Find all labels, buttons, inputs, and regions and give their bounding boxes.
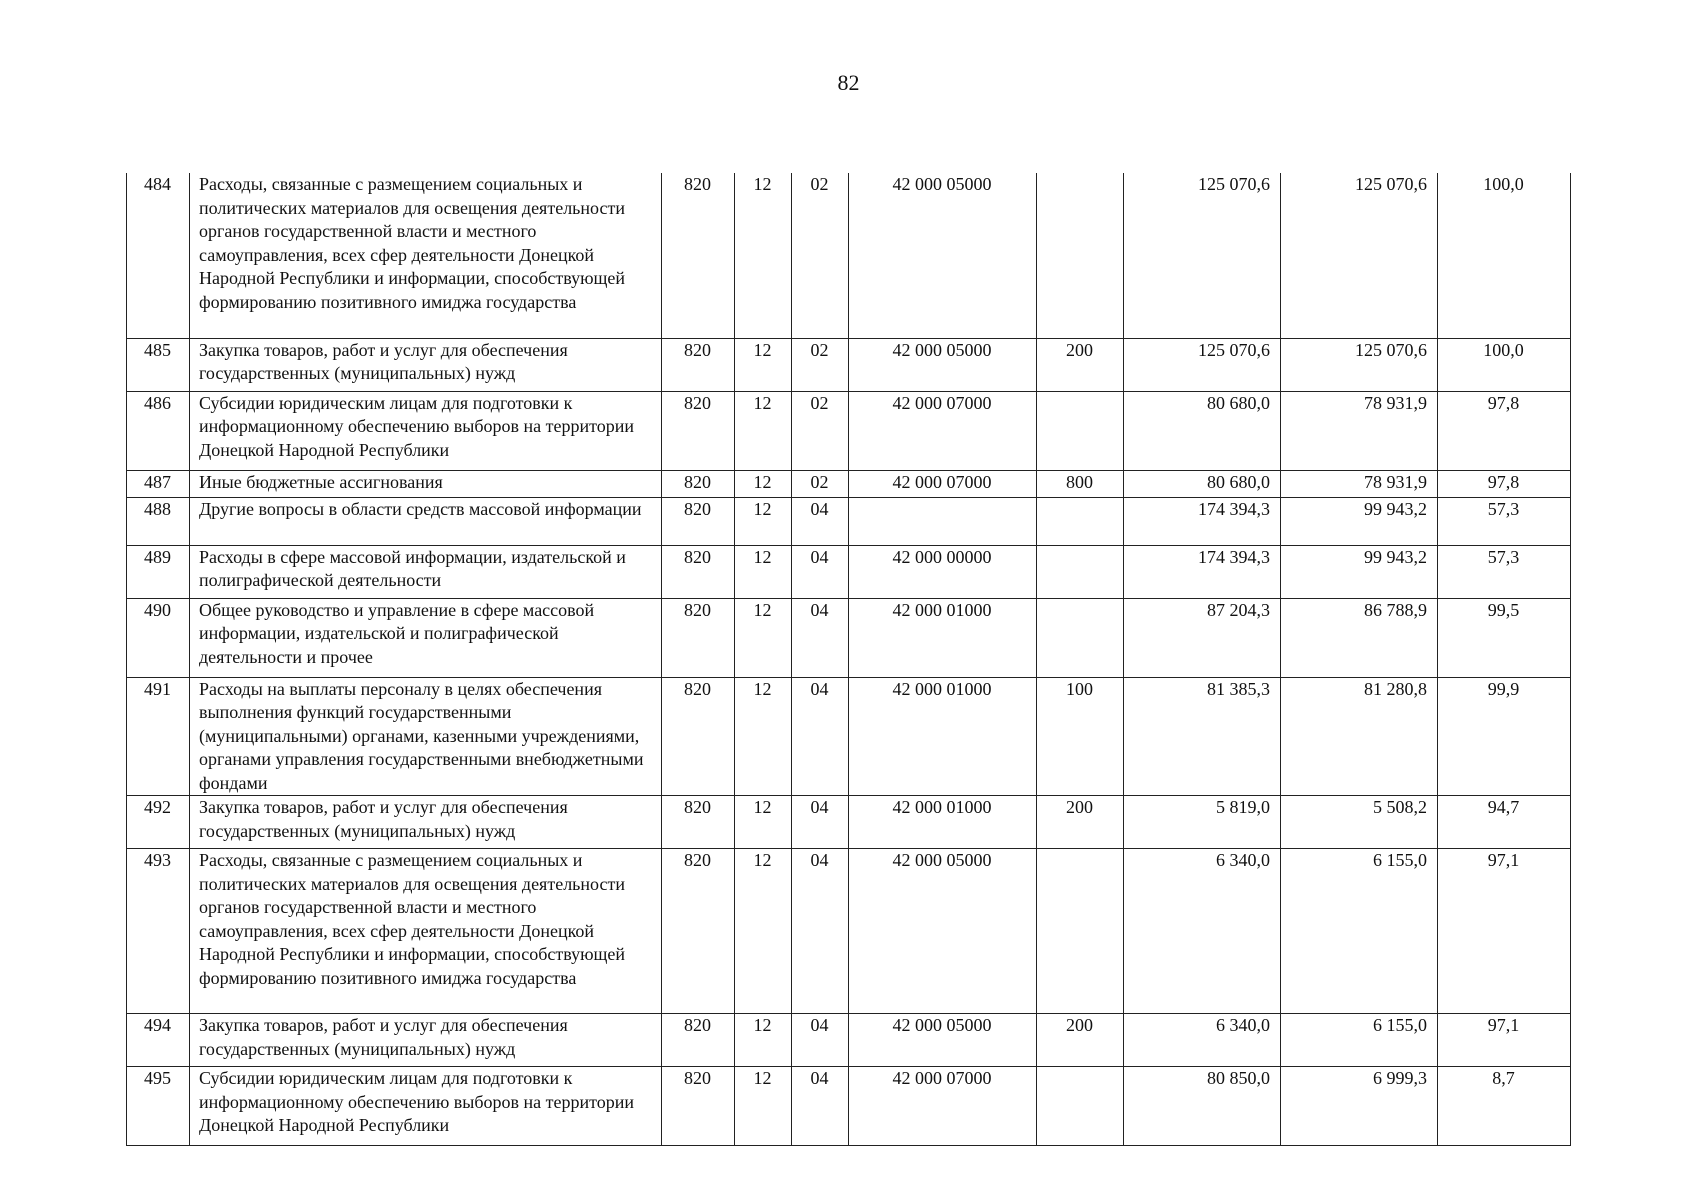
expense-type-code bbox=[1037, 849, 1124, 1014]
section-code: 12 bbox=[735, 173, 792, 338]
execution-percent: 99,9 bbox=[1438, 677, 1571, 796]
expense-name: Расходы на выплаты персоналу в целях обеспечения выполнения функций государственными (муниципальными) органами, казенными учреждениями, органами управления государственными внебюджетными фондами bbox=[190, 677, 662, 796]
target-article-code: 42 000 01000 bbox=[849, 598, 1037, 677]
actual-amount: 99 943,2 bbox=[1281, 497, 1438, 545]
target-article-code bbox=[849, 497, 1037, 545]
execution-percent: 100,0 bbox=[1438, 173, 1571, 338]
subsection-code: 04 bbox=[792, 598, 849, 677]
section-code: 12 bbox=[735, 677, 792, 796]
ved-code: 820 bbox=[662, 1067, 735, 1146]
expense-name: Другие вопросы в области средств массовой информации bbox=[190, 497, 662, 545]
execution-percent: 57,3 bbox=[1438, 497, 1571, 545]
target-article-code: 42 000 00000 bbox=[849, 545, 1037, 598]
subsection-code: 04 bbox=[792, 796, 849, 849]
actual-amount: 78 931,9 bbox=[1281, 391, 1438, 470]
table-row bbox=[127, 1014, 1571, 1067]
section-code: 12 bbox=[735, 497, 792, 545]
table-row bbox=[127, 470, 1571, 497]
planned-amount: 6 340,0 bbox=[1124, 1014, 1281, 1067]
expense-name: Расходы в сфере массовой информации, издательской и полиграфической деятельности bbox=[190, 545, 662, 598]
planned-amount: 81 385,3 bbox=[1124, 677, 1281, 796]
table-row bbox=[127, 849, 1571, 1014]
target-article-code: 42 000 05000 bbox=[849, 1014, 1037, 1067]
table-row bbox=[127, 1067, 1571, 1146]
table-row bbox=[127, 497, 1571, 545]
planned-amount: 125 070,6 bbox=[1124, 338, 1281, 391]
actual-amount: 78 931,9 bbox=[1281, 470, 1438, 497]
ved-code: 820 bbox=[662, 497, 735, 545]
expense-type-code: 200 bbox=[1037, 1014, 1124, 1067]
actual-amount: 6 155,0 bbox=[1281, 849, 1438, 1014]
table-row bbox=[127, 677, 1571, 796]
target-article-code: 42 000 05000 bbox=[849, 173, 1037, 338]
expense-name: Закупка товаров, работ и услуг для обеспечения государственных (муниципальных) нужд bbox=[190, 1014, 662, 1067]
execution-percent: 97,1 bbox=[1438, 1014, 1571, 1067]
subsection-code: 04 bbox=[792, 497, 849, 545]
actual-amount: 125 070,6 bbox=[1281, 173, 1438, 338]
table-row bbox=[127, 598, 1571, 677]
row-number: 486 bbox=[127, 391, 190, 470]
section-code: 12 bbox=[735, 796, 792, 849]
subsection-code: 02 bbox=[792, 470, 849, 497]
ved-code: 820 bbox=[662, 470, 735, 497]
actual-amount: 6 999,3 bbox=[1281, 1067, 1438, 1146]
table-row bbox=[127, 338, 1571, 391]
expense-type-code bbox=[1037, 391, 1124, 470]
ved-code: 820 bbox=[662, 391, 735, 470]
target-article-code: 42 000 07000 bbox=[849, 391, 1037, 470]
expense-type-code: 200 bbox=[1037, 338, 1124, 391]
execution-percent: 100,0 bbox=[1438, 338, 1571, 391]
row-number: 495 bbox=[127, 1067, 190, 1146]
section-code: 12 bbox=[735, 545, 792, 598]
subsection-code: 02 bbox=[792, 338, 849, 391]
execution-percent: 8,7 bbox=[1438, 1067, 1571, 1146]
expense-type-code bbox=[1037, 545, 1124, 598]
row-number: 492 bbox=[127, 796, 190, 849]
subsection-code: 04 bbox=[792, 1014, 849, 1067]
expense-name: Общее руководство и управление в сфере массовой информации, издательской и полиграфической деятельности и прочее bbox=[190, 598, 662, 677]
row-number: 488 bbox=[127, 497, 190, 545]
execution-percent: 97,1 bbox=[1438, 849, 1571, 1014]
section-code: 12 bbox=[735, 1014, 792, 1067]
expense-type-code bbox=[1037, 1067, 1124, 1146]
target-article-code: 42 000 05000 bbox=[849, 849, 1037, 1014]
expense-name: Субсидии юридическим лицам для подготовки к информационному обеспечению выборов на территории Донецкой Народной Республики bbox=[190, 1067, 662, 1146]
subsection-code: 04 bbox=[792, 849, 849, 1014]
page-number: 82 bbox=[837, 70, 860, 95]
actual-amount: 5 508,2 bbox=[1281, 796, 1438, 849]
row-number: 487 bbox=[127, 470, 190, 497]
actual-amount: 99 943,2 bbox=[1281, 545, 1438, 598]
expense-type-code: 100 bbox=[1037, 677, 1124, 796]
planned-amount: 80 680,0 bbox=[1124, 470, 1281, 497]
row-number: 484 bbox=[127, 173, 190, 338]
actual-amount: 81 280,8 bbox=[1281, 677, 1438, 796]
actual-amount: 6 155,0 bbox=[1281, 1014, 1438, 1067]
subsection-code: 04 bbox=[792, 1067, 849, 1146]
planned-amount: 174 394,3 bbox=[1124, 497, 1281, 545]
planned-amount: 6 340,0 bbox=[1124, 849, 1281, 1014]
ved-code: 820 bbox=[662, 338, 735, 391]
table-row bbox=[127, 545, 1571, 598]
section-code: 12 bbox=[735, 338, 792, 391]
row-number: 485 bbox=[127, 338, 190, 391]
ved-code: 820 bbox=[662, 545, 735, 598]
row-number: 493 bbox=[127, 849, 190, 1014]
subsection-code: 04 bbox=[792, 545, 849, 598]
section-code: 12 bbox=[735, 598, 792, 677]
expense-name: Расходы, связанные с размещением социальных и политических материалов для освещения деятельности органов государственной власти и местного самоуправления, всех сфер деятельности Донецкой Народной Республики и информации, способствующей формированию позитивного имиджа государства bbox=[190, 173, 662, 338]
expense-type-code: 800 bbox=[1037, 470, 1124, 497]
ved-code: 820 bbox=[662, 677, 735, 796]
table-row bbox=[127, 796, 1571, 849]
subsection-code: 04 bbox=[792, 677, 849, 796]
expense-name: Расходы, связанные с размещением социальных и политических материалов для освещения деятельности органов государственной власти и местного самоуправления, всех сфер деятельности Донецкой Народной Республики и информации, способствующей формированию позитивного имиджа государства bbox=[190, 849, 662, 1014]
ved-code: 820 bbox=[662, 173, 735, 338]
budget-table bbox=[126, 173, 1571, 1146]
subsection-code: 02 bbox=[792, 173, 849, 338]
expense-type-code bbox=[1037, 598, 1124, 677]
ved-code: 820 bbox=[662, 796, 735, 849]
row-number: 494 bbox=[127, 1014, 190, 1067]
expense-type-code bbox=[1037, 173, 1124, 338]
expense-name: Субсидии юридическим лицам для подготовки к информационному обеспечению выборов на территории Донецкой Народной Республики bbox=[190, 391, 662, 470]
section-code: 12 bbox=[735, 1067, 792, 1146]
planned-amount: 80 680,0 bbox=[1124, 391, 1281, 470]
execution-percent: 57,3 bbox=[1438, 545, 1571, 598]
row-number: 490 bbox=[127, 598, 190, 677]
planned-amount: 174 394,3 bbox=[1124, 545, 1281, 598]
target-article-code: 42 000 07000 bbox=[849, 470, 1037, 497]
execution-percent: 97,8 bbox=[1438, 391, 1571, 470]
ved-code: 820 bbox=[662, 598, 735, 677]
expense-name: Закупка товаров, работ и услуг для обеспечения государственных (муниципальных) нужд bbox=[190, 796, 662, 849]
planned-amount: 5 819,0 bbox=[1124, 796, 1281, 849]
ved-code: 820 bbox=[662, 1014, 735, 1067]
target-article-code: 42 000 05000 bbox=[849, 338, 1037, 391]
section-code: 12 bbox=[735, 470, 792, 497]
target-article-code: 42 000 07000 bbox=[849, 1067, 1037, 1146]
planned-amount: 87 204,3 bbox=[1124, 598, 1281, 677]
execution-percent: 97,8 bbox=[1438, 470, 1571, 497]
subsection-code: 02 bbox=[792, 391, 849, 470]
expense-type-code: 200 bbox=[1037, 796, 1124, 849]
expense-name: Иные бюджетные ассигнования bbox=[190, 470, 662, 497]
table-row bbox=[127, 391, 1571, 470]
ved-code: 820 bbox=[662, 849, 735, 1014]
section-code: 12 bbox=[735, 391, 792, 470]
target-article-code: 42 000 01000 bbox=[849, 796, 1037, 849]
planned-amount: 80 850,0 bbox=[1124, 1067, 1281, 1146]
table-body bbox=[127, 173, 1571, 1146]
expense-name: Закупка товаров, работ и услуг для обеспечения государственных (муниципальных) нужд bbox=[190, 338, 662, 391]
planned-amount: 125 070,6 bbox=[1124, 173, 1281, 338]
expense-type-code bbox=[1037, 497, 1124, 545]
row-number: 491 bbox=[127, 677, 190, 796]
actual-amount: 125 070,6 bbox=[1281, 338, 1438, 391]
execution-percent: 99,5 bbox=[1438, 598, 1571, 677]
actual-amount: 86 788,9 bbox=[1281, 598, 1438, 677]
row-number: 489 bbox=[127, 545, 190, 598]
section-code: 12 bbox=[735, 849, 792, 1014]
target-article-code: 42 000 01000 bbox=[849, 677, 1037, 796]
table-row bbox=[127, 173, 1571, 338]
execution-percent: 94,7 bbox=[1438, 796, 1571, 849]
